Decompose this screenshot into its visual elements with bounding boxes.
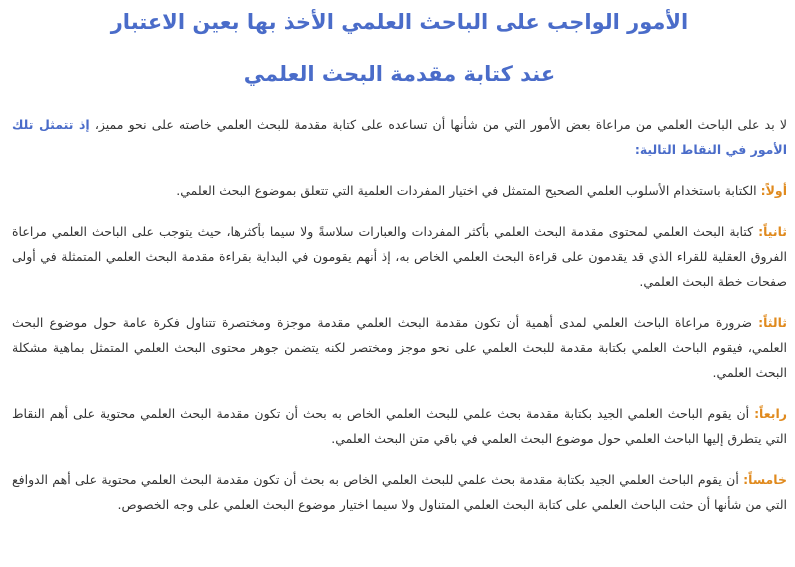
point-5 [12,467,787,517]
point-lead: ثالثاً: [758,315,787,330]
point-lead: ثانياً: [758,224,787,239]
point-lead: أولاً: [760,183,787,198]
point-text: ضرورة مراعاة الباحث العلمي لمدى أهمية أن تكون مقدمة البحث العلمي مقدمة موجزة ومختصرة تتناول فكرة عامة حول موضوع البحث العلمي، فيقوم الباحث العلمي بكتابة مقدمة للبحث العلمي على نحو موجز ومختصر لكنه يتضمن جوهر محتوى البحث العلمي المتمثل بماهية مشكلة البحث العلمي. [12,315,787,380]
page-subtitle: عند كتابة مقدمة البحث العلمي [243,62,556,86]
point-text: أن يقوم الباحث العلمي الجيد بكتابة مقدمة بحث علمي للبحث العلمي الخاص به بحث أن تكون مقدمة البحث العلمي محتوية على أهم النقاط التي يتطرق إليها الباحث العلمي حول موضوع البحث العلمي في باقي متن البحث العلمي. [12,406,787,446]
point-lead: رابعاً: [754,406,787,421]
point-text: أن يقوم الباحث العلمي الجيد بكتابة مقدمة بحث علمي للبحث العلمي الخاص به بحث أن تكون مقدمة البحث العلمي محتوية على أهم الدوافع التي من شأنها أن حثت الباحث العلمي على كتابة البحث العلمي المتناول ولا سيما اختيار موضوع البحث العلمي على وجه الخصوص. [12,472,787,512]
point-text: كتابة البحث العلمي لمحتوى مقدمة البحث العلمي بأكثر المفردات والعبارات سلاسةً ولا سيما بأكثرها، حيث يتوجب على الباحث العلمي مراعاة الفروق العقلية للقراء الذي قد يقدمون على قراءة البحث العلمي الخاص به، إذ أنهم يقومون في البداية بقراءة مقدمة البحث العلمي المتمثلة في أولى صفحات خطة البحث العلمي. [12,224,787,289]
point-4 [12,401,787,451]
point-text: الكتابة باستخدام الأسلوب العلمي الصحيح المتمثل في اختيار المفردات العلمية التي تتعلق بموضوع البحث العلمي. [176,183,761,198]
point-1 [12,178,787,203]
intro-paragraph [12,112,787,162]
point-lead: خامساً: [743,472,787,487]
point-2 [12,219,787,294]
intro-highlight: إذ تتمثل تلك الأمور في النقاط التالية: [12,117,787,157]
point-3 [12,310,787,385]
intro-text: لا بد على الباحث العلمي من مراعاة بعض الأمور التي من شأنها أن تساعده على كتابة مقدمة للبحث العلمي خاصته على نحو مميز، [89,117,787,132]
page-title: الأمور الواجب على الباحث العلمي الأخذ بها بعين الاعتبار [110,10,689,34]
